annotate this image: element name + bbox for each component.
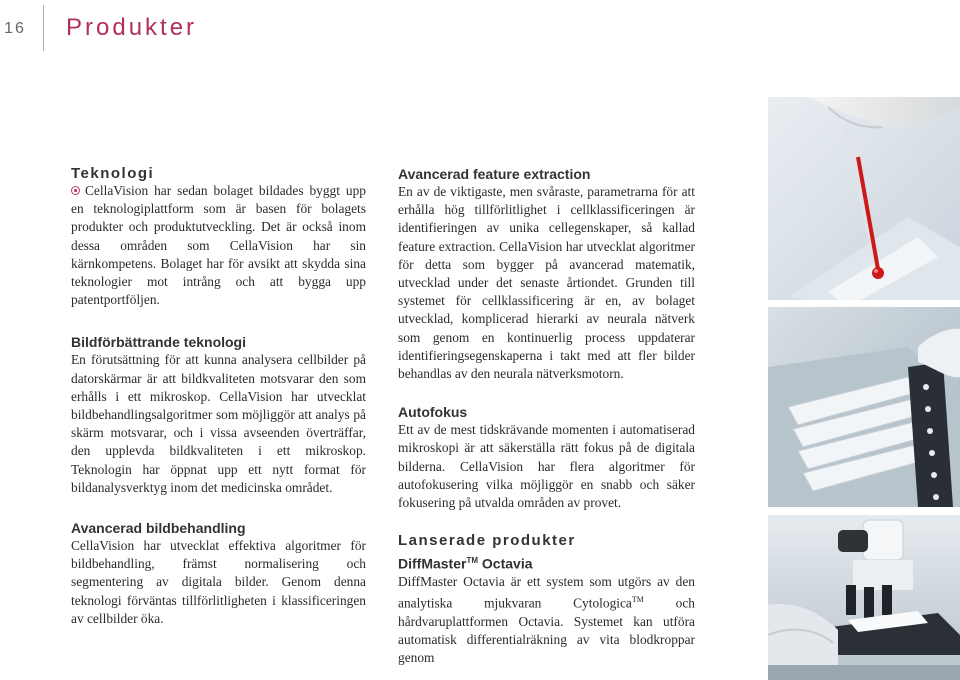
cytologica-trademark: TM <box>631 595 644 605</box>
photo-pipette-blood-drop <box>768 97 960 300</box>
photo-strip <box>768 97 960 680</box>
header-divider <box>43 5 44 51</box>
left-column <box>71 165 366 628</box>
octavia-name: Octavia <box>478 555 533 572</box>
trademark-mark: TM <box>466 556 479 566</box>
page-number: 16 <box>4 20 26 37</box>
section-heading-lanserade-produkter: Lanserade produkter <box>398 532 576 550</box>
bullet-circle-icon <box>71 186 80 195</box>
avancerad-bildbehandling-text: CellaVision har utvecklat effektiva algoritmer för bildbehandling, främst normalisering och segmentering av digitala bilder. Genom denna teknologi förväntas tillförlitligheten i klassificeringen av cellbilder öka. <box>71 538 366 626</box>
teknologi-text: CellaVision har sedan bolaget bildades byggt upp en teknologiplattform som är basen för bolagets produkter och produktutveckling. Det är också inom dessa områden som CellaVision har sin kärnkompetens. Bolaget har för avsikt att skydda sina teknologier mot intrång och att bygga upp patentportföljen. <box>71 183 366 308</box>
section-heading-teknologi: Teknologi <box>71 165 155 182</box>
pipette-illustration <box>768 97 960 300</box>
diffmaster-text-b: och hårdvaruplattformen Octavia. Systemet kan utföra automatisk differentialräkning av vita blodkroppar genom <box>398 595 695 666</box>
subheading-autofokus: Autofokus <box>398 404 468 421</box>
subheading-feature-extraction: Avancerad feature extraction <box>398 166 591 182</box>
diffmaster-name: DiffMaster <box>398 555 467 572</box>
subheading-avancerad-bildbehandling: Avancerad bildbehandling <box>71 520 246 537</box>
autofokus-text: Ett av de mest tidskrävande momenten i automatiserad mikroskopi är att säkerställa rätt fokus på de digitala bilderna. CellaVision har flera algoritmer för autofokusering vilka möjliggör en snabb och säker fokusering på utvalda områden av provet. <box>398 422 695 511</box>
middle-column <box>398 165 695 667</box>
photo-slide-rack <box>768 307 960 507</box>
subheading-diffmaster-octavia <box>398 552 695 573</box>
teknologi-paragraph <box>71 182 366 309</box>
page-title: Produkter <box>66 14 198 41</box>
feature-extraction-text: En av de viktigaste, men svåraste, parametrarna för att erhålla hög tillförlitlighet i cellklassificeringen är identifieringen av unika cellegenskaper, så kallad feature extraction. CellaVision har utvecklat algoritmer för detta som bygger på avancerad matematik, utvecklad under det senaste årtiondet. Grunden till systemet för cellklassificering är en, av bolaget utvecklad, komplicerad hierarki av neurala nätverk som genom en kontinuerlig process uppdaterar identifieringsegenskaperna i takt med att fler bilder behandlas av den neurala nätverksmotorn. <box>398 184 695 382</box>
diffmaster-text-a: DiffMaster Octavia är ett system som utgörs av den analytiska mjukvaran Cytologica <box>398 573 695 611</box>
diffmaster-text <box>398 573 695 667</box>
slide-rack-illustration <box>768 307 960 507</box>
bildforbattrande-text: En förutsättning för att kunna analysera cellbilder på datorskärmar är att bildkvaliteten motsvarar den som erhålls i ett mikroskop. CellaVision har utvecklat bildbehandlingsalgoritmer som möjliggör att analys på skärm motsvarar, och i vissa avseenden överträffar, den upplevda bildkvaliteten i ett mikroskop. Teknologin har öppnat upp ett nytt format för bildanalysverktyg inom det medicinska området. <box>71 352 366 495</box>
microscope-illustration <box>768 515 960 680</box>
subheading-bildforbattrande: Bildförbättrande teknologi <box>71 334 246 351</box>
photo-microscope <box>768 515 960 680</box>
